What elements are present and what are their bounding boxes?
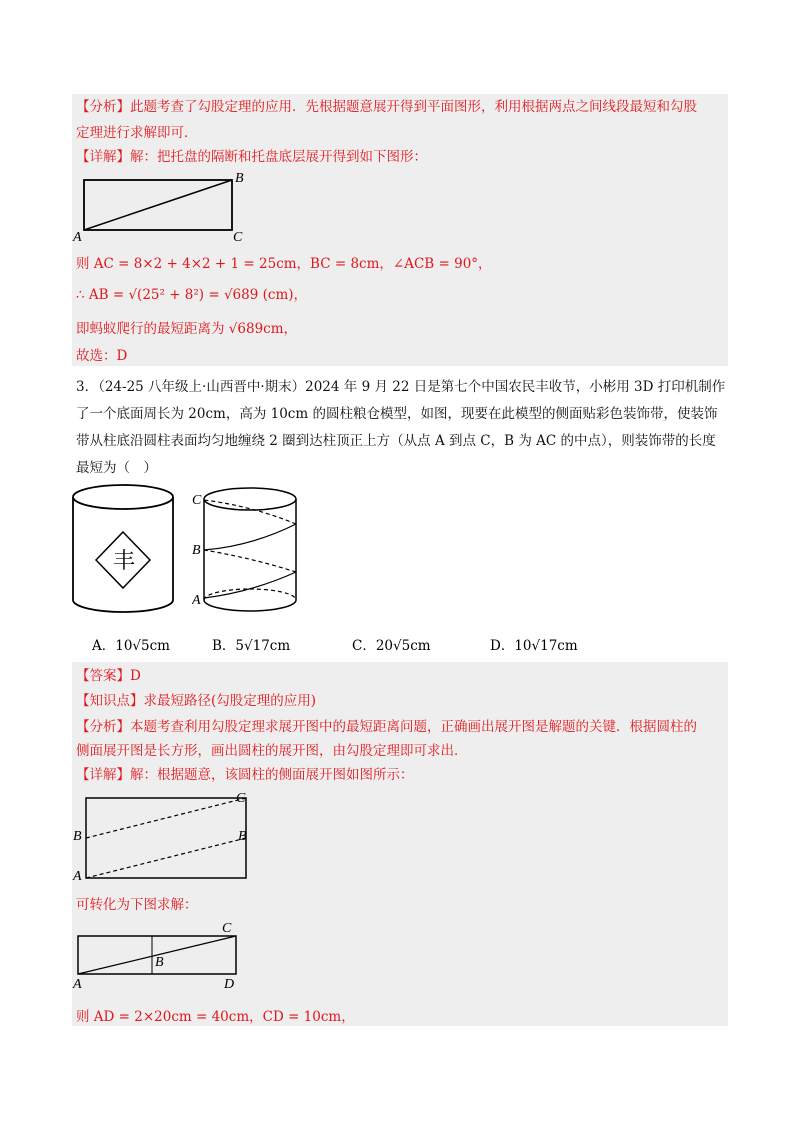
fig1-label-A: A bbox=[73, 230, 82, 245]
detail1-label: 【详解】解：把托盘的隔断和托盘底层展开得到如下图形： bbox=[76, 149, 427, 165]
fig3-label-D: D bbox=[224, 977, 235, 990]
question3-line2: 了一个底面周长为 20cm，高为 10cm 的圆柱粮仓模型，如图，现要在此模型的侧面贴彩色装饰带，使装饰 bbox=[76, 406, 718, 422]
cyl2-label-B: B bbox=[192, 543, 201, 558]
analysis1-line2: 定理进行求解即可． bbox=[76, 125, 198, 141]
fig3-label-A: A bbox=[73, 977, 82, 990]
cylinder-figure-1 bbox=[66, 480, 186, 620]
answer-1: 故选：D bbox=[76, 348, 128, 364]
fig3-label-C: C bbox=[222, 921, 232, 936]
analysis1-line1: 【分析】此题考查了勾股定理的应用．先根据题意展开得到平面图形，利用根据两点之间线段最短和勾股 bbox=[76, 99, 697, 115]
fig2-label-A: A bbox=[73, 869, 82, 884]
fig2-label-C: C bbox=[236, 791, 246, 806]
equation-4: 则 AD = 2×20cm = 40cm，CD = 10cm， bbox=[76, 1009, 355, 1025]
detail2-label: 【详解】解：根据题意，该圆柱的侧面展开图如图所示： bbox=[76, 767, 414, 783]
analysis2-line2: 侧面展开图是长方形，画出圆柱的展开图，由勾股定理即可求出． bbox=[76, 743, 468, 759]
question3-line4: 最短为（ ） bbox=[76, 460, 157, 476]
option-a: A．10√5cm bbox=[92, 638, 170, 654]
knowledge-point: 【知识点】求最短路径(勾股定理的应用) bbox=[76, 693, 317, 709]
option-b: B．5√17cm bbox=[212, 638, 291, 654]
fig1-label-C: C bbox=[233, 230, 243, 245]
fig2-label-B-left: B bbox=[73, 829, 82, 844]
question3-line1: 3．（24-25 八年级上·山西晋中·期末）2024 年 9 月 22 日是第七个中国农民丰收节，小彬用 3D 打印机制作 bbox=[76, 379, 726, 395]
equation-1: 则 AC = 8×2 + 4×2 + 1 = 25cm，BC = 8cm，∠ACB = 90°， bbox=[76, 256, 492, 272]
fig3-label-B: B bbox=[155, 955, 164, 970]
cylinder-figure-2 bbox=[192, 480, 312, 620]
option-c: C．20√5cm bbox=[352, 638, 431, 654]
cyl2-label-A: A bbox=[192, 593, 201, 608]
cyl2-label-C: C bbox=[192, 493, 202, 508]
fig2-label-B-right: B bbox=[238, 829, 247, 844]
equation-2: ∴ AB = √(25² + 8²) = √689 (cm)， bbox=[76, 287, 308, 303]
equation-3: 即蚂蚁爬行的最短距离为 √689cm， bbox=[76, 321, 298, 337]
figure-unrolled-rectangle bbox=[72, 788, 262, 884]
figure-transformed-rectangle bbox=[72, 918, 242, 990]
transform-text: 可转化为下图求解： bbox=[76, 897, 198, 913]
fig1-label-B: B bbox=[235, 171, 244, 186]
analysis2-line1: 【分析】本题考查利用勾股定理求展开图中的最短距离问题，正确画出展开图是解题的关键．根据圆柱的 bbox=[76, 719, 697, 735]
answer-2: 【答案】D bbox=[76, 668, 141, 684]
figure-rectangle-1 bbox=[72, 168, 252, 248]
option-d: D．10√17cm bbox=[490, 638, 578, 654]
cylinder-character: 丰 bbox=[113, 549, 136, 574]
question3-line3: 带从柱底沿圆柱表面均匀地缠绕 2 圈到达柱顶正上方（从点 A 到点 C，B 为 AC 的中点），则装饰带的长度 bbox=[76, 433, 716, 449]
